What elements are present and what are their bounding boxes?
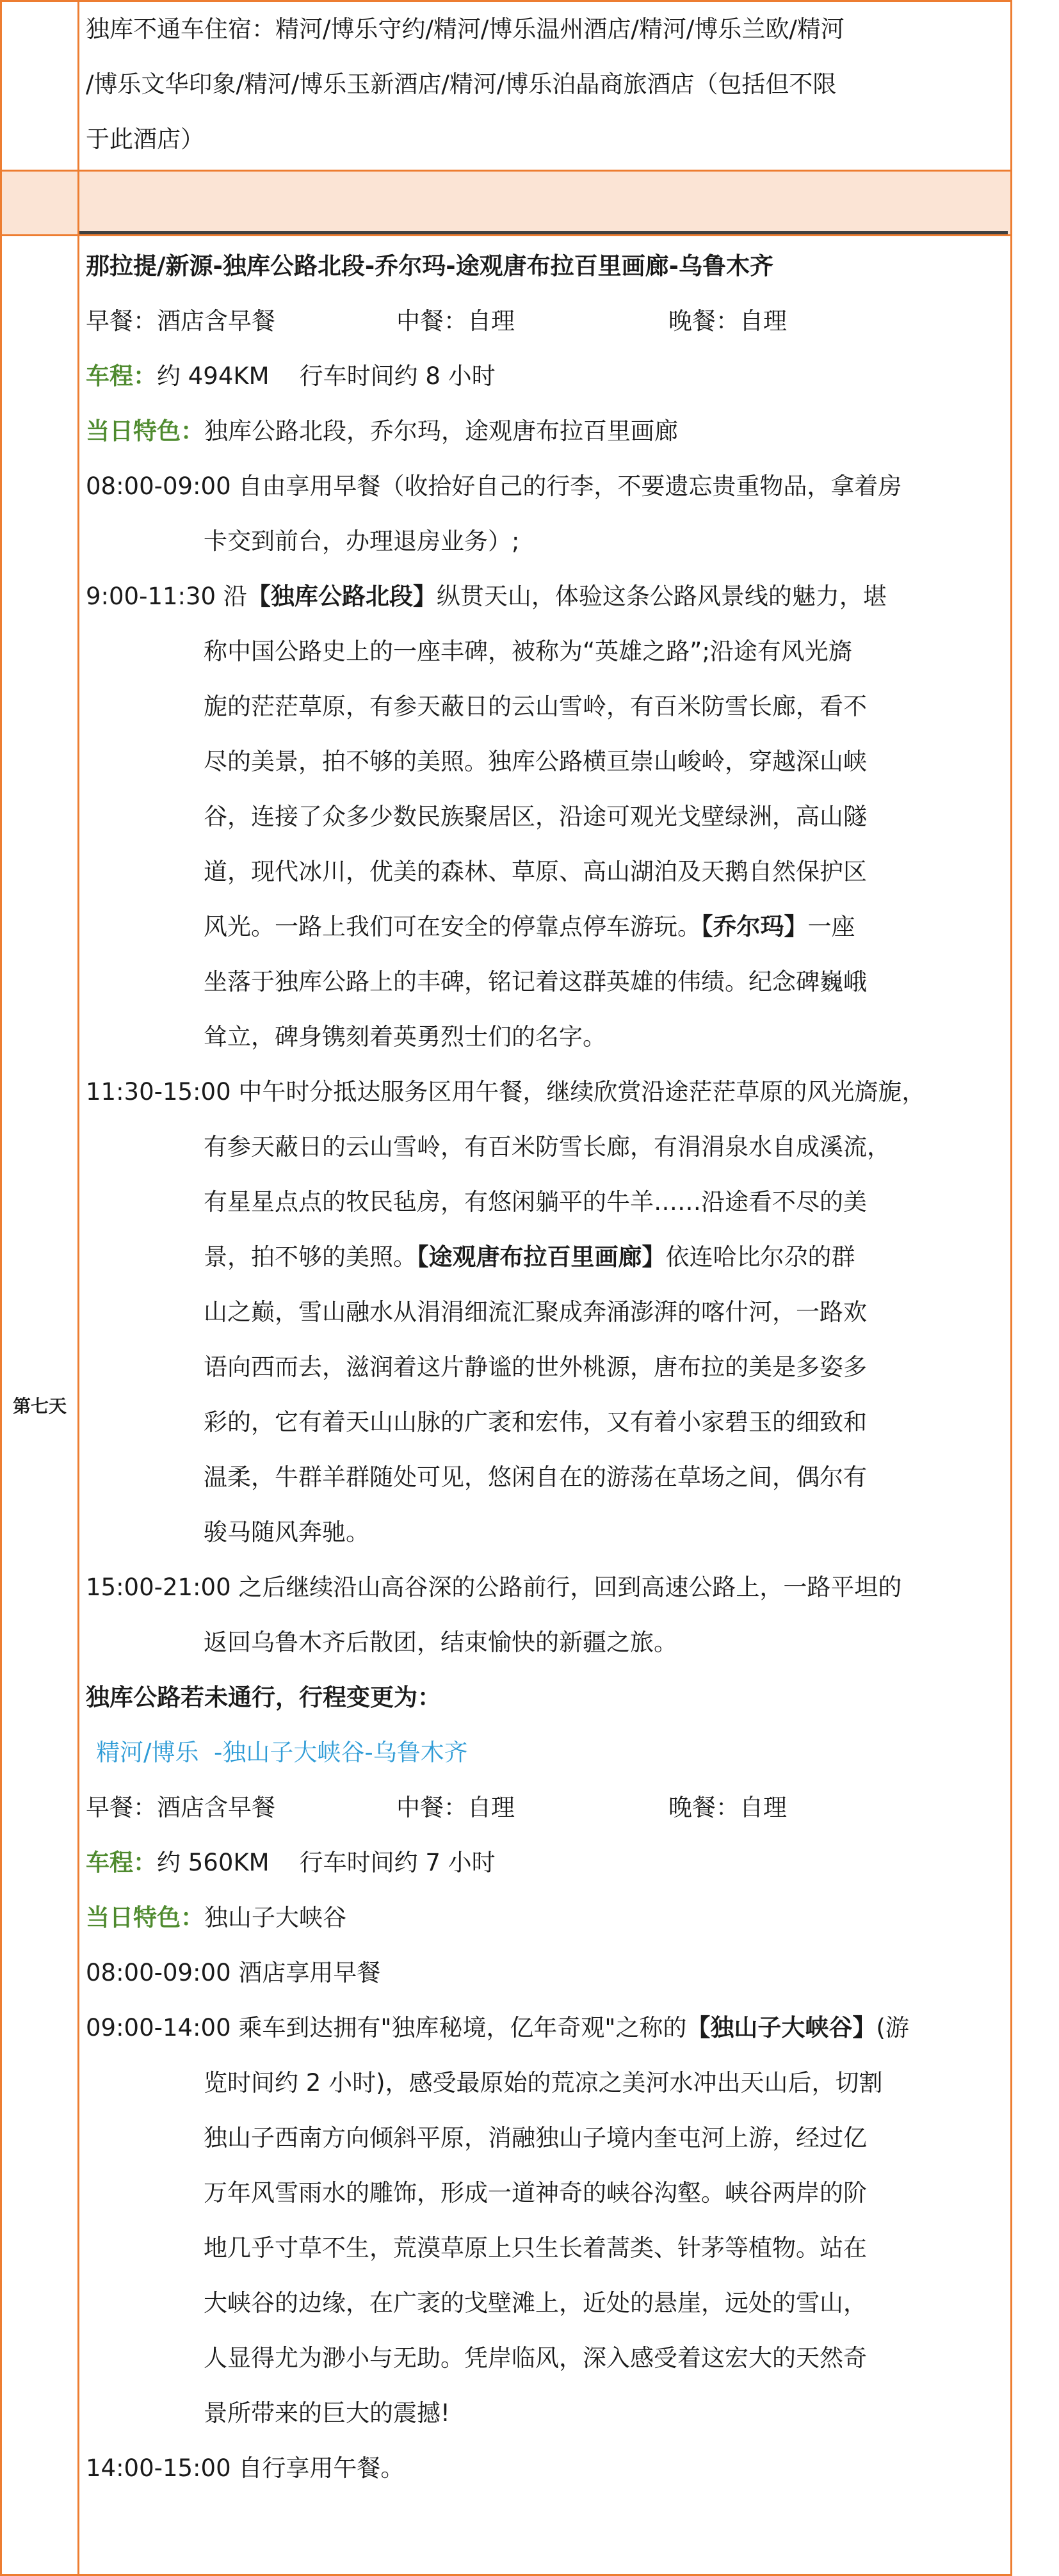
schedule-line: 骏马随风奔驰。 [204, 1518, 369, 1546]
hotel-line: 于此酒店） [86, 125, 204, 153]
schedule-time: 08:00-09:00 [86, 1959, 231, 1986]
feature-row [86, 404, 1010, 459]
schedule-line: 独山子西南方向倾斜平原，消融独山子境内奎屯河上游，经过亿 [204, 2124, 867, 2152]
schedule-line: 之后继续沿山高谷深的公路前行，回到高速公路上，一路平坦的 [238, 1574, 902, 1601]
schedule-line: 酒店享用早餐 [238, 1959, 381, 1986]
day-row [1, 236, 1012, 2575]
schedule-line: 景所带来的巨大的震撼! [204, 2399, 450, 2427]
divider [79, 231, 1008, 234]
schedule-first-line [86, 1560, 1010, 1615]
schedule-entry [86, 569, 1010, 1065]
lunch: 中餐：自理 [396, 1794, 515, 1821]
schedule-first-line [86, 1065, 1010, 1120]
schedule-line: 谷，连接了众多少数民族聚居区，沿途可观光戈壁绿洲，高山隧 [204, 803, 867, 830]
schedule-description [86, 1120, 1010, 1560]
schedule-first-line [86, 2441, 1010, 2496]
lunch: 中餐：自理 [396, 307, 515, 335]
schedule-line: 乘车到达拥有"独库秘境，亿年奇观"之称的【独山子大峡谷】(游 [238, 2014, 909, 2041]
hotel-row [1, 1, 1012, 171]
schedule-line: 称中国公路史上的一座丰碑，被称为“英雄之路”;沿途有风光旖 [204, 638, 852, 665]
day-label-cell [1, 236, 79, 2575]
schedule-line: 卡交到前台，办理退房业务）; [204, 527, 520, 555]
schedule-line: 有星星点点的牧民毡房，有悠闲躺平的牛羊……沿途看不尽的美 [204, 1188, 867, 1216]
highlight-place: 【独山子大峡谷】 [686, 2014, 877, 2041]
drive-text: 约 494KM 行车时间约 8 小时 [157, 362, 496, 390]
drive-label: 车程： [86, 362, 157, 390]
schedule-line: 风光。一路上我们可在安全的停靠点停车游玩。【乔尔玛】一座 [204, 913, 855, 940]
schedule-description [86, 624, 1010, 1065]
day-content-cell [79, 236, 1012, 2575]
schedule-line: 返回乌鲁木齐后散团，结束愉快的新疆之旅。 [204, 1629, 677, 1656]
schedule-line: 耸立，碑身镌刻着英勇烈士们的名字。 [204, 1023, 606, 1051]
schedule-time: 11:30-15:00 [86, 1078, 231, 1106]
alt-heading: 独库公路若未通行，行程变更为： [86, 1684, 441, 1711]
alt-meals-row [86, 1780, 1010, 1835]
highlight-place: 【乔尔玛】 [701, 913, 808, 940]
meals-row [86, 294, 1010, 349]
schedule-line: 尽的美景，拍不够的美照。独库公路横亘崇山峻岭，穿越深山峡 [204, 748, 867, 775]
schedule-description [86, 514, 1010, 569]
schedule-first-line [86, 1945, 1010, 2000]
hotel-cell [79, 1, 1012, 171]
drive-text: 约 560KM 行车时间约 7 小时 [157, 1849, 496, 1876]
schedule-description [86, 1615, 1010, 1670]
schedule-line: 大峡谷的边缘，在广袤的戈壁滩上，近处的悬崖，远处的雪山， [204, 2289, 867, 2317]
schedule-time: 14:00-15:00 [86, 2454, 231, 2482]
schedule-line: 人显得尤为渺小与无助。凭岸临风，深入感受着这宏大的天然奇 [204, 2344, 867, 2372]
schedule-line: 自由享用早餐（收拾好自己的行李，不要遗忘贵重物品，拿着房 [238, 472, 902, 500]
schedule [86, 459, 1010, 1670]
schedule-time: 15:00-21:00 [86, 1574, 231, 1601]
separator-cell [1, 171, 79, 236]
schedule-first-line [86, 459, 1010, 514]
feature-text: 独山子大峡谷 [204, 1904, 346, 1931]
schedule-line: 道，现代冰川，优美的森林、草原、高山湖泊及天鹅自然保护区 [204, 858, 867, 885]
hotel-line: /博乐文华印象/精河/博乐玉新酒店/精河/博乐泊晶商旅酒店（包括但不限 [86, 70, 837, 98]
feature-text: 独库公路北段，乔尔玛，途观唐布拉百里画廊 [204, 417, 678, 445]
schedule-line: 彩的，它有着天山山脉的广袤和宏伟，又有着小家碧玉的细致和 [204, 1408, 867, 1436]
feature-label: 当日特色： [86, 417, 204, 445]
breakfast: 早餐：酒店含早餐 [86, 1794, 275, 1821]
day-label: 第七天 [12, 1396, 67, 1417]
separator-cell [79, 171, 1012, 236]
drive-label: 车程： [86, 1849, 157, 1876]
schedule-entry [86, 2441, 1010, 2496]
schedule-line: 中午时分抵达服务区用午餐，继续欣赏沿途茫茫草原的风光旖旎， [238, 1078, 926, 1106]
schedule-line: 旎的茫茫草原，有参天蔽日的云山雪岭，有百米防雪长廊，看不 [204, 693, 867, 720]
schedule-line: 山之巅，雪山融水从涓涓细流汇聚成奔涌澎湃的喀什河，一路欢 [204, 1298, 867, 1326]
schedule-first-line [86, 569, 1010, 624]
alt-route: 精河/博乐 -独山子大峡谷-乌鲁木齐 [96, 1739, 468, 1766]
schedule-time: 08:00-09:00 [86, 472, 231, 500]
breakfast: 早餐：酒店含早餐 [86, 307, 275, 335]
alt-schedule [86, 1945, 1010, 2496]
schedule-line: 览时间约 2 小时)，感受最原始的荒凉之美河水冲出天山后，切割 [204, 2069, 883, 2097]
dinner: 晚餐：自理 [668, 307, 787, 335]
schedule-description [86, 2056, 1010, 2441]
schedule-line: 语向西而去，滋润着这片静谧的世外桃源，唐布拉的美是多姿多 [204, 1353, 867, 1381]
schedule-time: 09:00-14:00 [86, 2014, 231, 2041]
schedule-entry [86, 1560, 1010, 1670]
alt-feature-row [86, 1890, 1010, 1945]
schedule-line: 自行享用午餐。 [238, 2454, 405, 2482]
highlight-place: 【途观唐布拉百里画廊】 [417, 1243, 666, 1271]
schedule-line: 沿【独库公路北段】纵贯天山，体验这条公路风景线的魅力，堪 [223, 583, 887, 610]
schedule-time: 9:00-11:30 [86, 583, 216, 610]
day-title: 那拉提/新源-独库公路北段-乔尔玛-途观唐布拉百里画廊-乌鲁木齐 [86, 252, 773, 280]
alt-drive-row [86, 1835, 1010, 1890]
hotel-line: 独库不通车住宿：精河/博乐守约/精河/博乐温州酒店/精河/博乐兰欧/精河 [86, 15, 845, 43]
drive-row [86, 349, 1010, 404]
schedule-entry [86, 1945, 1010, 2000]
day-cell-empty [1, 1, 79, 171]
highlight-place: 【独库公路北段】 [247, 583, 437, 610]
schedule-line: 地几乎寸草不生，荒漠草原上只生长着蒿类、针茅等植物。站在 [204, 2234, 867, 2262]
separator-row [1, 171, 1012, 236]
dinner: 晚餐：自理 [668, 1794, 787, 1821]
schedule-line: 坐落于独库公路上的丰碑，铭记着这群英雄的伟绩。纪念碑巍峨 [204, 968, 867, 995]
feature-label: 当日特色： [86, 1904, 204, 1931]
schedule-line: 景，拍不够的美照。【途观唐布拉百里画廊】依连哈比尔尕的群 [204, 1243, 855, 1271]
schedule-entry [86, 1065, 1010, 1560]
schedule-entry [86, 459, 1010, 569]
schedule-line: 有参天蔽日的云山雪岭，有百米防雪长廊，有涓涓泉水自成溪流， [204, 1133, 891, 1161]
schedule-first-line [86, 2000, 1010, 2056]
schedule-line: 温柔，牛群羊群随处可见，悠闲自在的游荡在草场之间，偶尔有 [204, 1463, 867, 1491]
schedule-entry [86, 2000, 1010, 2441]
schedule-line: 万年风雪雨水的雕饰，形成一道神奇的峡谷沟壑。峡谷两岸的阶 [204, 2179, 867, 2207]
